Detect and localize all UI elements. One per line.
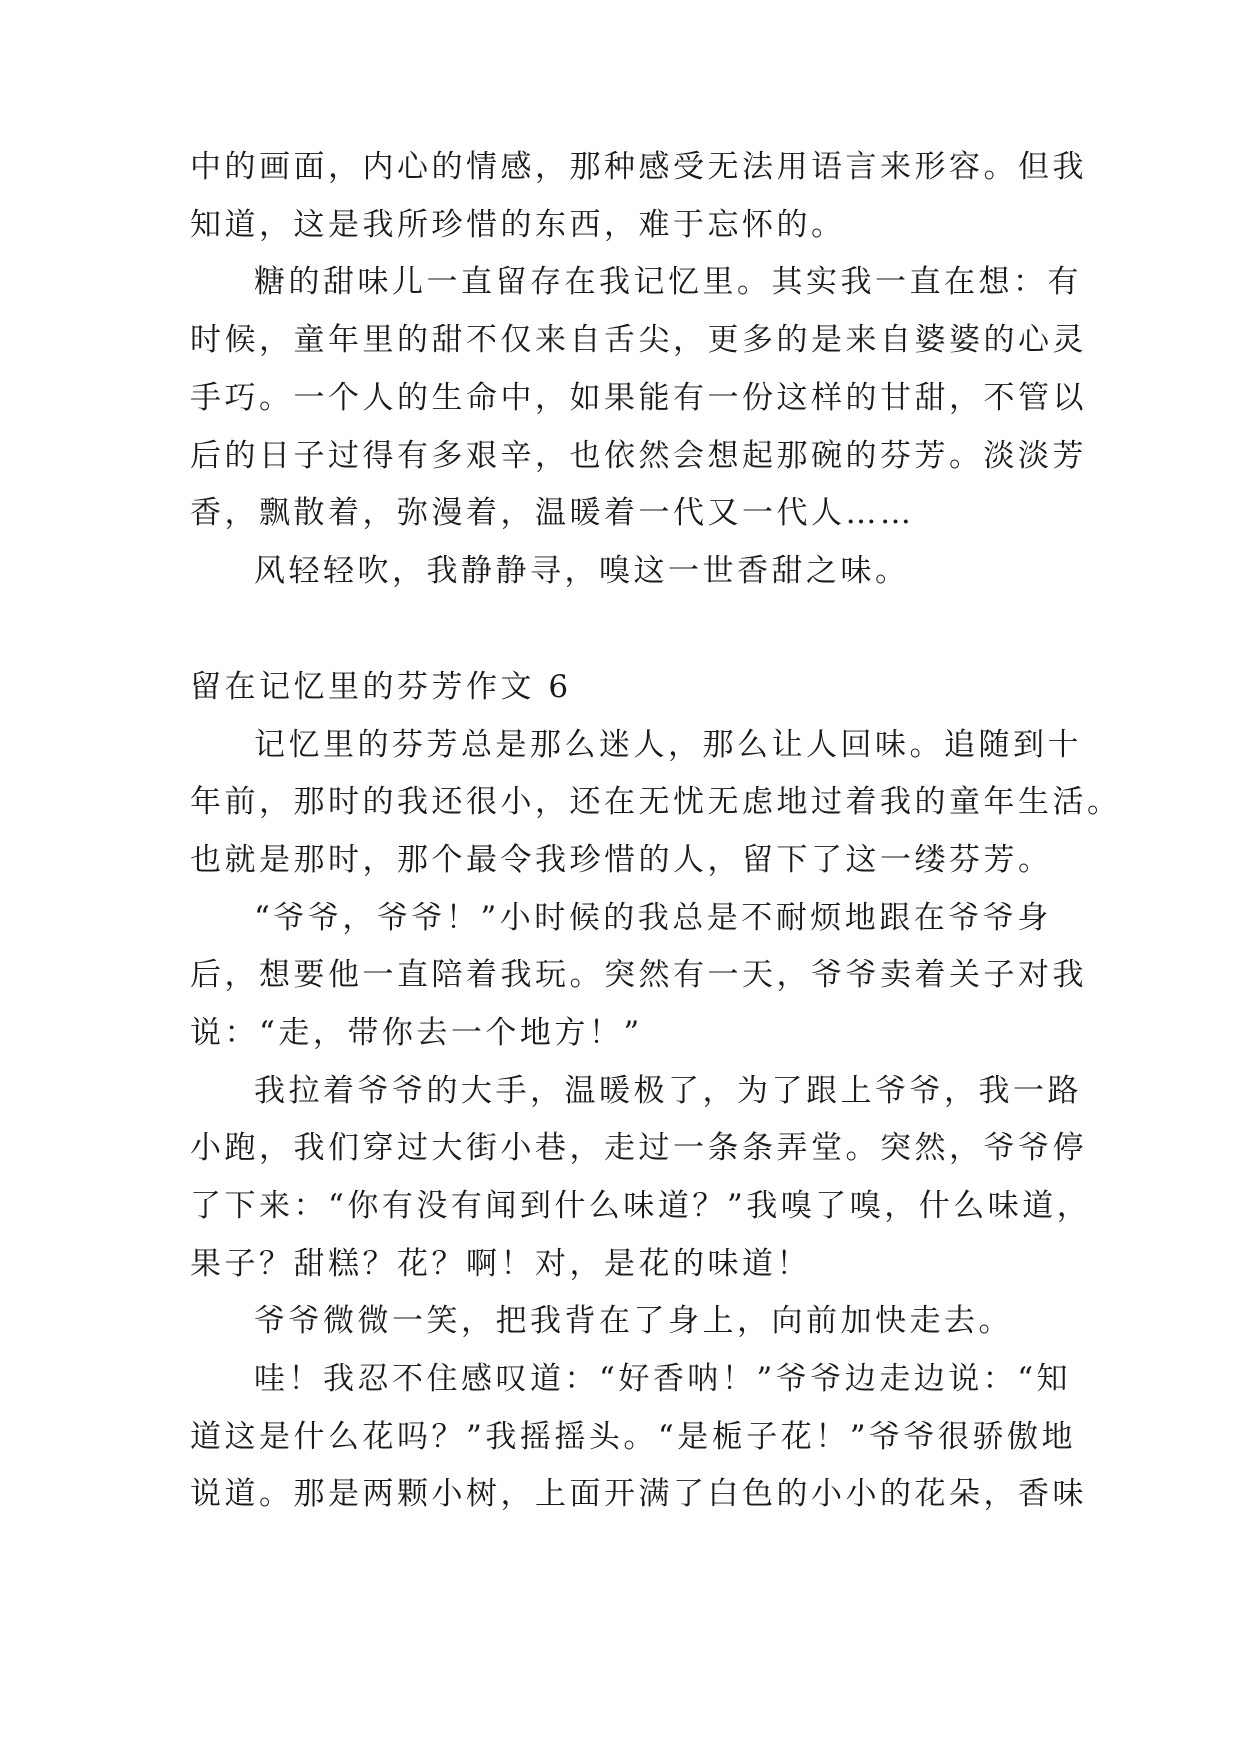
text-line: 后，想要他一直陪着我玩。突然有一天，爷爷卖着关子对我 — [190, 957, 1087, 993]
paragraph-start-line: 记忆里的芬芳总是那么迷人，那么让人回味。追随到十 — [254, 727, 1082, 763]
text-line: 年前，那时的我还很小，还在无忧无虑地过着我的童年生活。 — [190, 784, 1122, 820]
text-line: 说道。那是两颗小树，上面开满了白色的小小的花朵，香味 — [190, 1476, 1087, 1512]
section-heading: 留在记忆里的芬芳作文 6 — [190, 669, 572, 705]
text-line: 了下来：“你有没有闻到什么味道？”我嗅了嗅，什么味道， — [190, 1188, 1092, 1224]
text-line: 香，飘散着，弥漫着，温暖着一代又一代人…… — [190, 495, 915, 531]
paragraph-start-line: 糖的甜味儿一直留存在我记忆里。其实我一直在想：有 — [254, 264, 1082, 300]
text-line: 知道，这是我所珍惜的东西，难于忘怀的。 — [190, 207, 846, 243]
paragraph-start-line: “爷爷，爷爷！”小时候的我总是不耐烦地跟在爷爷身 — [254, 900, 1052, 936]
text-line: 后的日子过得有多艰辛，也依然会想起那碗的芬芳。淡淡芳 — [190, 438, 1087, 474]
paragraph-start-line: 哇！我忍不住感叹道：“好香呐！”爷爷边走边说：“知 — [254, 1361, 1072, 1397]
text-line: 手巧。一个人的生命中，如果能有一份这样的甘甜，不管以 — [190, 380, 1087, 416]
text-line: 说：“走，带你去一个地方！” — [190, 1015, 643, 1051]
text-line: 时候，童年里的甜不仅来自舌尖，更多的是来自婆婆的心灵 — [190, 322, 1087, 358]
text-line: 小跑，我们穿过大街小巷，走过一条条弄堂。突然，爷爷停 — [190, 1130, 1087, 1166]
text-line: 中的画面，内心的情感，那种感受无法用语言来形容。但我 — [190, 149, 1087, 185]
text-line: 果子？甜糕？花？啊！对，是花的味道！ — [190, 1246, 811, 1282]
text-line: 也就是那时，那个最令我珍惜的人，留下了这一缕芬芳。 — [190, 842, 1053, 878]
paragraph-start-line: 我拉着爷爷的大手，温暖极了，为了跟上爷爷，我一路 — [254, 1073, 1082, 1109]
text-line: 道这是什么花吗？”我摇摇头。“是栀子花！”爷爷很骄傲地 — [190, 1419, 1077, 1455]
paragraph-start-line: 爷爷微微一笑，把我背在了身上，向前加快走去。 — [254, 1303, 1013, 1339]
paragraph-start-line: 风轻轻吹，我静静寻，嗅这一世香甜之味。 — [254, 553, 910, 589]
